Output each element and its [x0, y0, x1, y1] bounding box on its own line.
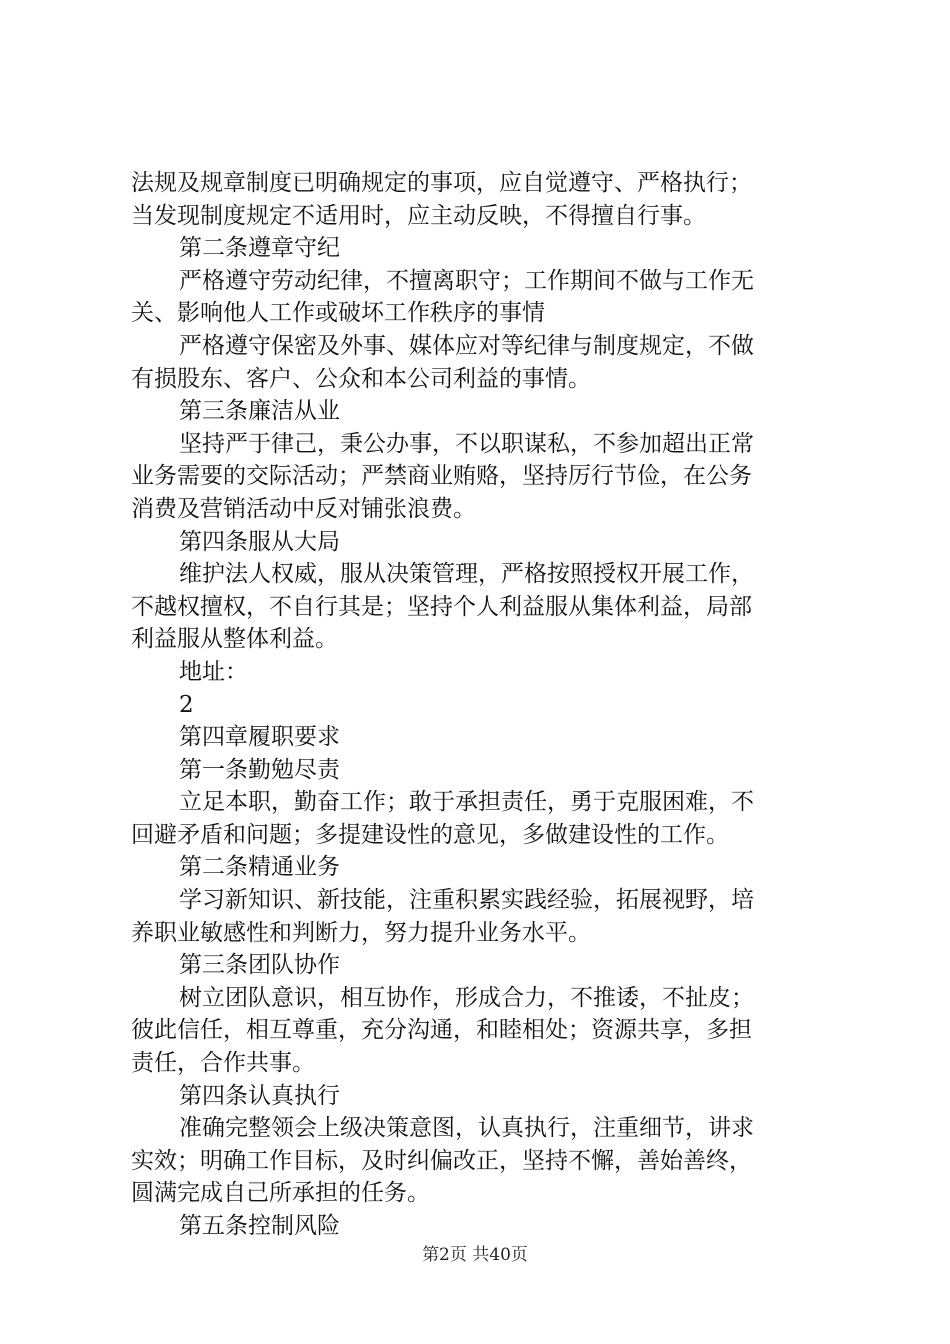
text-line: 消费及营销活动中反对铺张浪费。	[131, 495, 476, 522]
text-line: 业务需要的交际活动；严禁商业贿赂，坚持厉行节俭，在公务	[131, 463, 752, 490]
text-line: 第四条服从大局	[179, 528, 340, 555]
text-line: 第四条认真执行	[179, 1082, 340, 1109]
text-line: 回避矛盾和问题；多提建设性的意见，多做建设性的工作。	[131, 821, 729, 848]
text-line: 2	[179, 691, 194, 718]
text-line: 实效；明确工作目标，及时纠偏改正，坚持不懈，善始善终，	[131, 1147, 752, 1174]
text-line: 第三条团队协作	[179, 952, 340, 979]
text-line: 维护法人权威，服从决策管理，严格按照授权开展工作，	[179, 561, 754, 588]
text-line: 关、影响他人工作或破坏工作秩序的事情	[131, 300, 545, 327]
text-line: 圆满完成自己所承担的任务。	[131, 1180, 430, 1207]
text-line: 法规及规章制度已明确规定的事项，应自觉遵守、严格执行；	[131, 170, 752, 196]
text-line: 第一条勤勉尽责	[179, 756, 340, 783]
text-line: 不越权擅权，不自行其是；坚持个人利益服从集体利益，局部	[131, 593, 752, 620]
text-line: 第五条控制风险	[179, 1213, 340, 1239]
text-line: 学习新知识、新技能，注重积累实践经验，拓展视野，培	[179, 887, 754, 914]
text-line: 当发现制度规定不适用时，应主动反映，不得擅自行事。	[131, 202, 706, 229]
text-line: 责任，合作共事。	[131, 1050, 315, 1077]
text-line: 坚持严于律己，秉公办事，不以职谋私，不参加超出正常	[179, 430, 754, 457]
text-line: 地址：	[179, 658, 248, 685]
text-line: 第三条廉洁从业	[179, 398, 340, 425]
text-line: 立足本职，勤奋工作；敢于承担责任，勇于克服困难，不	[179, 789, 754, 816]
text-line: 养职业敏感性和判断力，努力提升业务水平。	[131, 919, 591, 946]
text-line: 第二条遵章守纪	[179, 235, 340, 262]
text-line: 第二条精通业务	[179, 854, 340, 881]
text-line: 严格遵守劳动纪律，不擅离职守；工作期间不做与工作无	[179, 267, 754, 294]
page-footer: 第2页 共40页	[422, 1245, 528, 1265]
text-line: 严格遵守保密及外事、媒体应对等纪律与制度规定，不做	[179, 332, 754, 359]
document-body	[131, 167, 835, 1243]
text-line: 第四章履职要求	[179, 724, 340, 751]
text-line: 彼此信任，相互尊重，充分沟通，和睦相处；资源共享，多担	[131, 1017, 752, 1044]
text-line: 利益服从整体利益。	[131, 626, 338, 653]
text-line: 树立团队意识，相互协作，形成合力，不推诿，不扯皮；	[179, 984, 754, 1011]
text-line: 准确完整领会上级决策意图，认真执行，注重细节，讲求	[179, 1115, 754, 1142]
text-line: 有损股东、客户、公众和本公司利益的事情。	[131, 365, 591, 392]
